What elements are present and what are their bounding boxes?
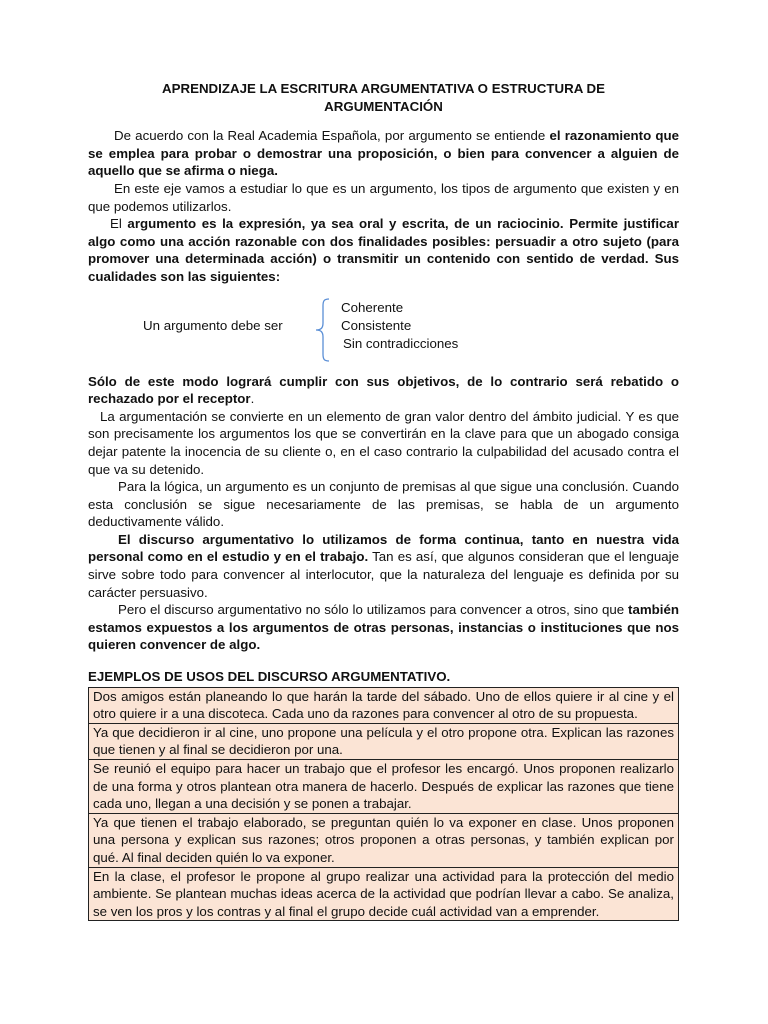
paragraph-argument-expression [88,215,679,285]
paragraph-bold-text: Sólo de este modo logrará cumplir con sus objetivos, de lo contrario será rebatido o rechazado por el receptor [88,373,679,407]
example-row: Ya que tienen el trabajo elaborado, se preguntan quién lo va exponer en clase. Unos proponen una persona y explican sus razones; otros proponen a otras personas, y también explican por qué. Al final deciden quién lo va exponer. [89,814,678,868]
title-line-1: APRENDIZAJE LA ESCRITURA ARGUMENTATIVA O ESTRUCTURA DE [162,81,605,96]
paragraph-text: El [110,216,128,232]
brace-item-sin-contradicciones: Sin contradicciones [343,335,459,351]
document-title [88,80,679,115]
example-row: Ya que decidieron ir al cine, uno propone una película y el otro propone otra. Explican las razones que tienen y al final se decidieron por una. [89,724,678,760]
paragraph-text: Tan es así, que algunos consideran que el lenguaje sirve sobre todo para convencer al interlocutor, que la naturaleza del lenguaje es definida por su carácter persuasivo. [88,549,679,600]
paragraph-bold-text: el razonamiento que se emplea para probar o demostrar una proposición, o bien para convencer a alguien de aquello que se afirma o niega. [88,128,680,179]
title-line-2: ARGUMENTACIÓN [324,98,443,114]
paragraph-bold-text: El discurso argumentativo lo utilizamos de forma continua, tanto en nuestra vida personal como en el estudio y en el trabajo. [88,531,679,565]
paragraph-text: Pero el discurso argumentativo no sólo lo utilizamos para convencer a otros, sino que [118,602,629,618]
paragraph-exposure [88,601,679,654]
brace-label: Un argumento debe ser [143,317,283,333]
paragraph-intro: En este eje vamos a estudiar lo que es un argumento, los tipos de argumento que existen y en que podemos utilizarlos. [88,180,679,214]
example-row: Se reunió el equipo para hacer un trabajo que el profesor les encargó. Unos proponen realizarlo de una forma y otros plantean otra manera de hacerlo. Después de explicar las razones que tiene cada uno, llegan a una decisión y se ponen a trabajar. [89,760,678,814]
paragraph-logic: Para la lógica, un argumento es un conjunto de premisas al que sigue una conclusión. Cuando esta conclusión se sigue necesariamente de las premisas, se habla de un argumento deductivamente válido. [88,479,679,530]
example-row: En la clase, el profesor le propone al grupo realizar una actividad para la protección del medio ambiente. Se plantean muchas ideas acerca de la actividad que podrían llevar a cabo. Se analiza, se ven los pros y los contras y al final el grupo decide cuál actividad van a emprender. [89,868,678,921]
brace-item-coherente: Coherente [341,299,404,315]
example-row: Dos amigos están planeando lo que harán la tarde del sábado. Uno de ellos quiere ir al cine y el otro quiere ir a una discoteca. Cada uno da razones para convencer al otro de su propuesta. [89,688,678,724]
paragraph-text: . [250,391,255,407]
paragraph-bold-text: argumento es la expresión, ya sea oral y escrita, de un raciocinio. Permite justificar algo como una acción razonable con dos finalidades posibles: persuadir a otro sujeto (para promover una determinada acción) o transmitir un contenido con sentido de verdad. Sus cualidades son las siguientes: [88,216,679,284]
paragraph-definition [88,127,679,180]
examples-heading: EJEMPLOS DE USOS DEL DISCURSO ARGUMENTATIVO. [88,669,451,685]
paragraph-judicial: La argumentación se convierte en un elemento de gran valor dentro del ámbito judicial. Y es que son precisamente los argumentos los que se convertirán en la clave para que un abogado consiga dejar patente la inocencia de su cliente o, en el caso contrario la culpabilidad del acusado contra el que va su detenido. [88,408,679,477]
paragraph-text: De acuerdo con la Real Academia Española, por argumento se entiende [114,128,550,144]
paragraph-continuous-use [88,531,679,601]
document-page [88,80,679,921]
argument-qualities-brace [88,297,679,367]
examples-table [88,687,679,922]
paragraph-conclusion [88,373,679,408]
paragraph-bold-text: también estamos expuestos a los argumentos de otras personas, instancias o instituciones que nos quieren convencer de algo. [88,602,679,653]
curly-brace-icon [313,297,333,363]
brace-item-consistente: Consistente [341,317,412,333]
